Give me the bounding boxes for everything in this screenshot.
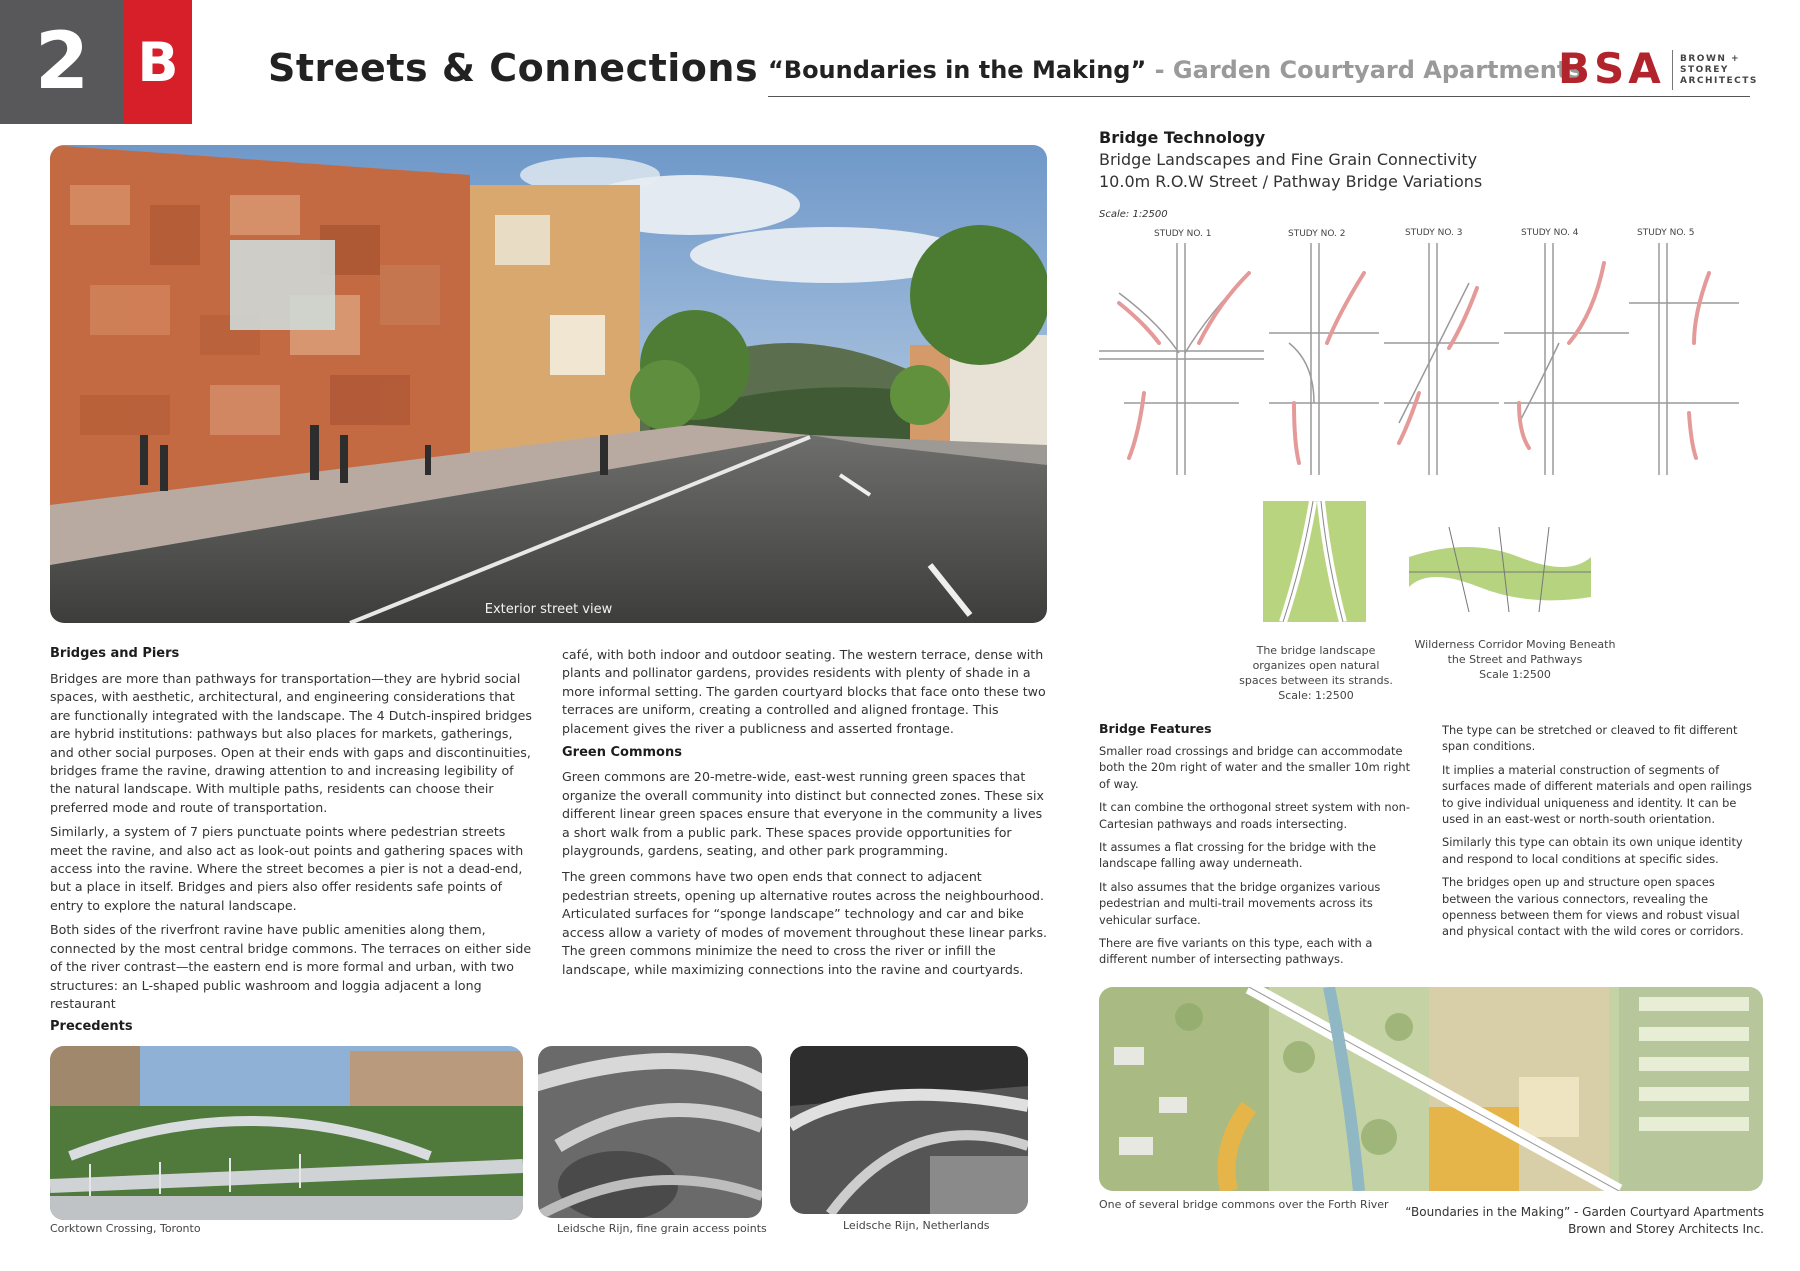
bridges-piers-body: [50, 670, 538, 1013]
hero-caption: Exterior street view: [484, 602, 613, 617]
leidsche-nl-illustration: [790, 1046, 1028, 1214]
feature-item: Smaller road crossings and bridge can accommodate both the 20m right of water and the smaller 10m right of way.: [1099, 744, 1411, 791]
bridge-tech-sub1: Bridge Landscapes and Fine Grain Connectivity: [1099, 150, 1478, 169]
bridge-landscape-diagram: [1263, 501, 1366, 622]
logo-sub-line: BROWN +: [1680, 54, 1741, 64]
study-label: STUDY NO. 2: [1288, 229, 1346, 239]
caption-line: spaces between its strands.: [1239, 674, 1393, 687]
scale-label: Scale: 1:2500: [1099, 209, 1168, 220]
leidsche-access-illustration: [538, 1046, 762, 1218]
feature-item: Similarly this type can obtain its own unique identity and respond to local conditions at specific sides.: [1442, 835, 1743, 866]
footer-credit: [1405, 1204, 1764, 1238]
paragraph: The green commons have two open ends that connect to adjacent pedestrian streets, opening up alternative routes across the neighbourhood. Articulated surfaces for “sponge landscape” technology and car and bike access allow a variety of modes of movement throughout these linear parks. The green commons minimize the need to cross the river or infill the landscape, while maximizing connections into the ravine and courtyards.: [562, 869, 1048, 977]
bridge-features-heading: Bridge Features: [1099, 721, 1212, 736]
feature-item: The bridges open up and structure open spaces between the various connectors, revealing the openness between them for views and robust visual and physical contact with the wild cores or corridors.: [1442, 875, 1744, 939]
header-rule: [768, 96, 1750, 97]
precedent-photo-corktown: [50, 1046, 523, 1220]
caption-line: Scale: 1:2500: [1278, 689, 1354, 702]
precedent-caption: Corktown Crossing, Toronto: [50, 1222, 201, 1235]
feature-item: The type can be stretched or cleaved to fit different span conditions.: [1442, 723, 1738, 754]
caption-line: the Street and Pathways: [1447, 653, 1583, 666]
caption-line: Wilderness Corridor Moving Beneath: [1414, 638, 1616, 651]
paragraph: café, with both indoor and outdoor seating. The western terrace, dense with plants and pollinator gardens, provides residents with plenty of shade in a more informal setting. The garden courtyard blocks that face onto these two terraces are uniform, creating a controlled and aligned frontage. This placement gives the river a publicness and asserted frontage.: [562, 647, 1046, 736]
paragraph: Bridges are more than pathways for transportation—they are hybrid social spaces, with aesthetic, architectural, and engineering considerations that are functionally integrated with the landscape. The 4 Dutch-inspired bridges are hybrid institutions: pathways but also places for markets, gatherings, and other social purposes. Open at their ends with gaps and discontinuities, bridges frame the ravine, drawing attention to and increasing legibility of the natural landscape. With multiple paths, residents can choose their preferred mode and route of transportation.: [50, 671, 532, 815]
column-two: [562, 646, 1047, 979]
logo-sub-line: STOREY: [1680, 65, 1729, 75]
street-render-illustration: [50, 145, 1047, 623]
feature-item: It assumes a flat crossing for the bridge with the landscape falling away underneath.: [1099, 840, 1377, 871]
paragraph: Green commons are 20-metre-wide, east-west running green spaces that organize the overall community into distinct but connected zones. These six different linear green spaces ensure that everyone in the community a lives a short walk from a public park. These spaces provide opportunities for playgrounds, gardens, seating, and other park programming.: [562, 769, 1044, 859]
corktown-illustration: [50, 1046, 523, 1220]
bridge-landscape-caption: [1236, 643, 1396, 703]
feature-item: It can combine the orthogonal street system with non-Cartesian pathways and roads intersecting.: [1099, 800, 1410, 831]
bridges-piers-heading: Bridges and Piers: [50, 646, 180, 661]
feature-item: It implies a material construction of segments of surfaces made of different materials and open railings to give individual uniqueness and identity. It can be used in an east-west or north-south orientation.: [1442, 762, 1752, 827]
caption-line: Scale 1:2500: [1479, 668, 1551, 681]
site-plan-caption: One of several bridge commons over the Forth River: [1099, 1198, 1389, 1211]
site-plan-illustration: [1099, 987, 1763, 1191]
bridge-tech-heading: Bridge Technology: [1099, 128, 1266, 147]
caption-line: organizes open natural: [1252, 659, 1380, 672]
section-number: 2: [0, 0, 124, 124]
wilderness-corridor-diagram: [1409, 527, 1591, 612]
study-label: STUDY NO. 4: [1521, 228, 1579, 238]
section-letter: B: [124, 0, 192, 124]
study-label: STUDY NO. 3: [1405, 228, 1463, 238]
logo-subtext: [1680, 54, 1758, 87]
paragraph: Similarly, a system of 7 piers punctuate points where pedestrian streets meet the ravine, and also act as look-out points and gathering spaces with access into the ravine. Where the street becomes a pier is not a dead-end, but a place in itself. Bridges and piers also offer residents safe points of entry to explore the natural landscape.: [50, 824, 524, 913]
bridge-features-right: [1442, 722, 1764, 940]
paragraph: Both sides of the riverfront ravine have public amenities along them, connected by the most central bridge commons. The terraces on either side of the river contrast—the eastern end is more formal and urban, with two structures: an L-shaped public washroom and loggia adjacent a long restaurant: [50, 922, 532, 1011]
precedent-caption: Leidsche Rijn, Netherlands: [843, 1219, 990, 1232]
wilderness-corridor-caption: [1410, 637, 1620, 682]
project-dash: -: [1146, 56, 1173, 84]
bsa-logo: BSA: [1558, 44, 1665, 93]
bridge-features-left: [1099, 743, 1417, 968]
feature-item: There are five variants on this type, each with a different number of intersecting pathways.: [1099, 936, 1373, 967]
bridge-commons-site-plan: [1099, 987, 1763, 1191]
study-label: STUDY NO. 5: [1637, 228, 1695, 238]
green-commons-heading: Green Commons: [562, 745, 682, 761]
hero-street-render: [50, 145, 1047, 623]
logo-sub-line: ARCHITECTS: [1680, 76, 1758, 86]
precedent-photo-leidsche-access: [538, 1046, 762, 1218]
footer-line: Brown and Storey Architects Inc.: [1568, 1222, 1764, 1236]
precedent-caption: Leidsche Rijn, fine grain access points: [557, 1222, 767, 1235]
project-name: Garden Courtyard Apartments: [1172, 56, 1583, 84]
bridge-tech-sub2: 10.0m R.O.W Street / Pathway Bridge Variations: [1099, 172, 1483, 191]
page-title: Streets & Connections: [268, 46, 759, 90]
precedent-photo-leidsche-nl: [790, 1046, 1028, 1214]
bridge-studies-diagram: [1099, 243, 1749, 483]
project-quote: “Boundaries in the Making”: [768, 56, 1147, 84]
feature-item: It also assumes that the bridge organizes various pedestrian and multi-trail movements across its vehicular surface.: [1099, 879, 1381, 927]
study-label: STUDY NO. 1: [1154, 229, 1212, 239]
precedents-heading: Precedents: [50, 1019, 133, 1034]
caption-line: The bridge landscape: [1256, 644, 1376, 657]
footer-line: “Boundaries in the Making” - Garden Courtyard Apartments: [1405, 1205, 1764, 1219]
logo-divider: [1672, 50, 1673, 90]
